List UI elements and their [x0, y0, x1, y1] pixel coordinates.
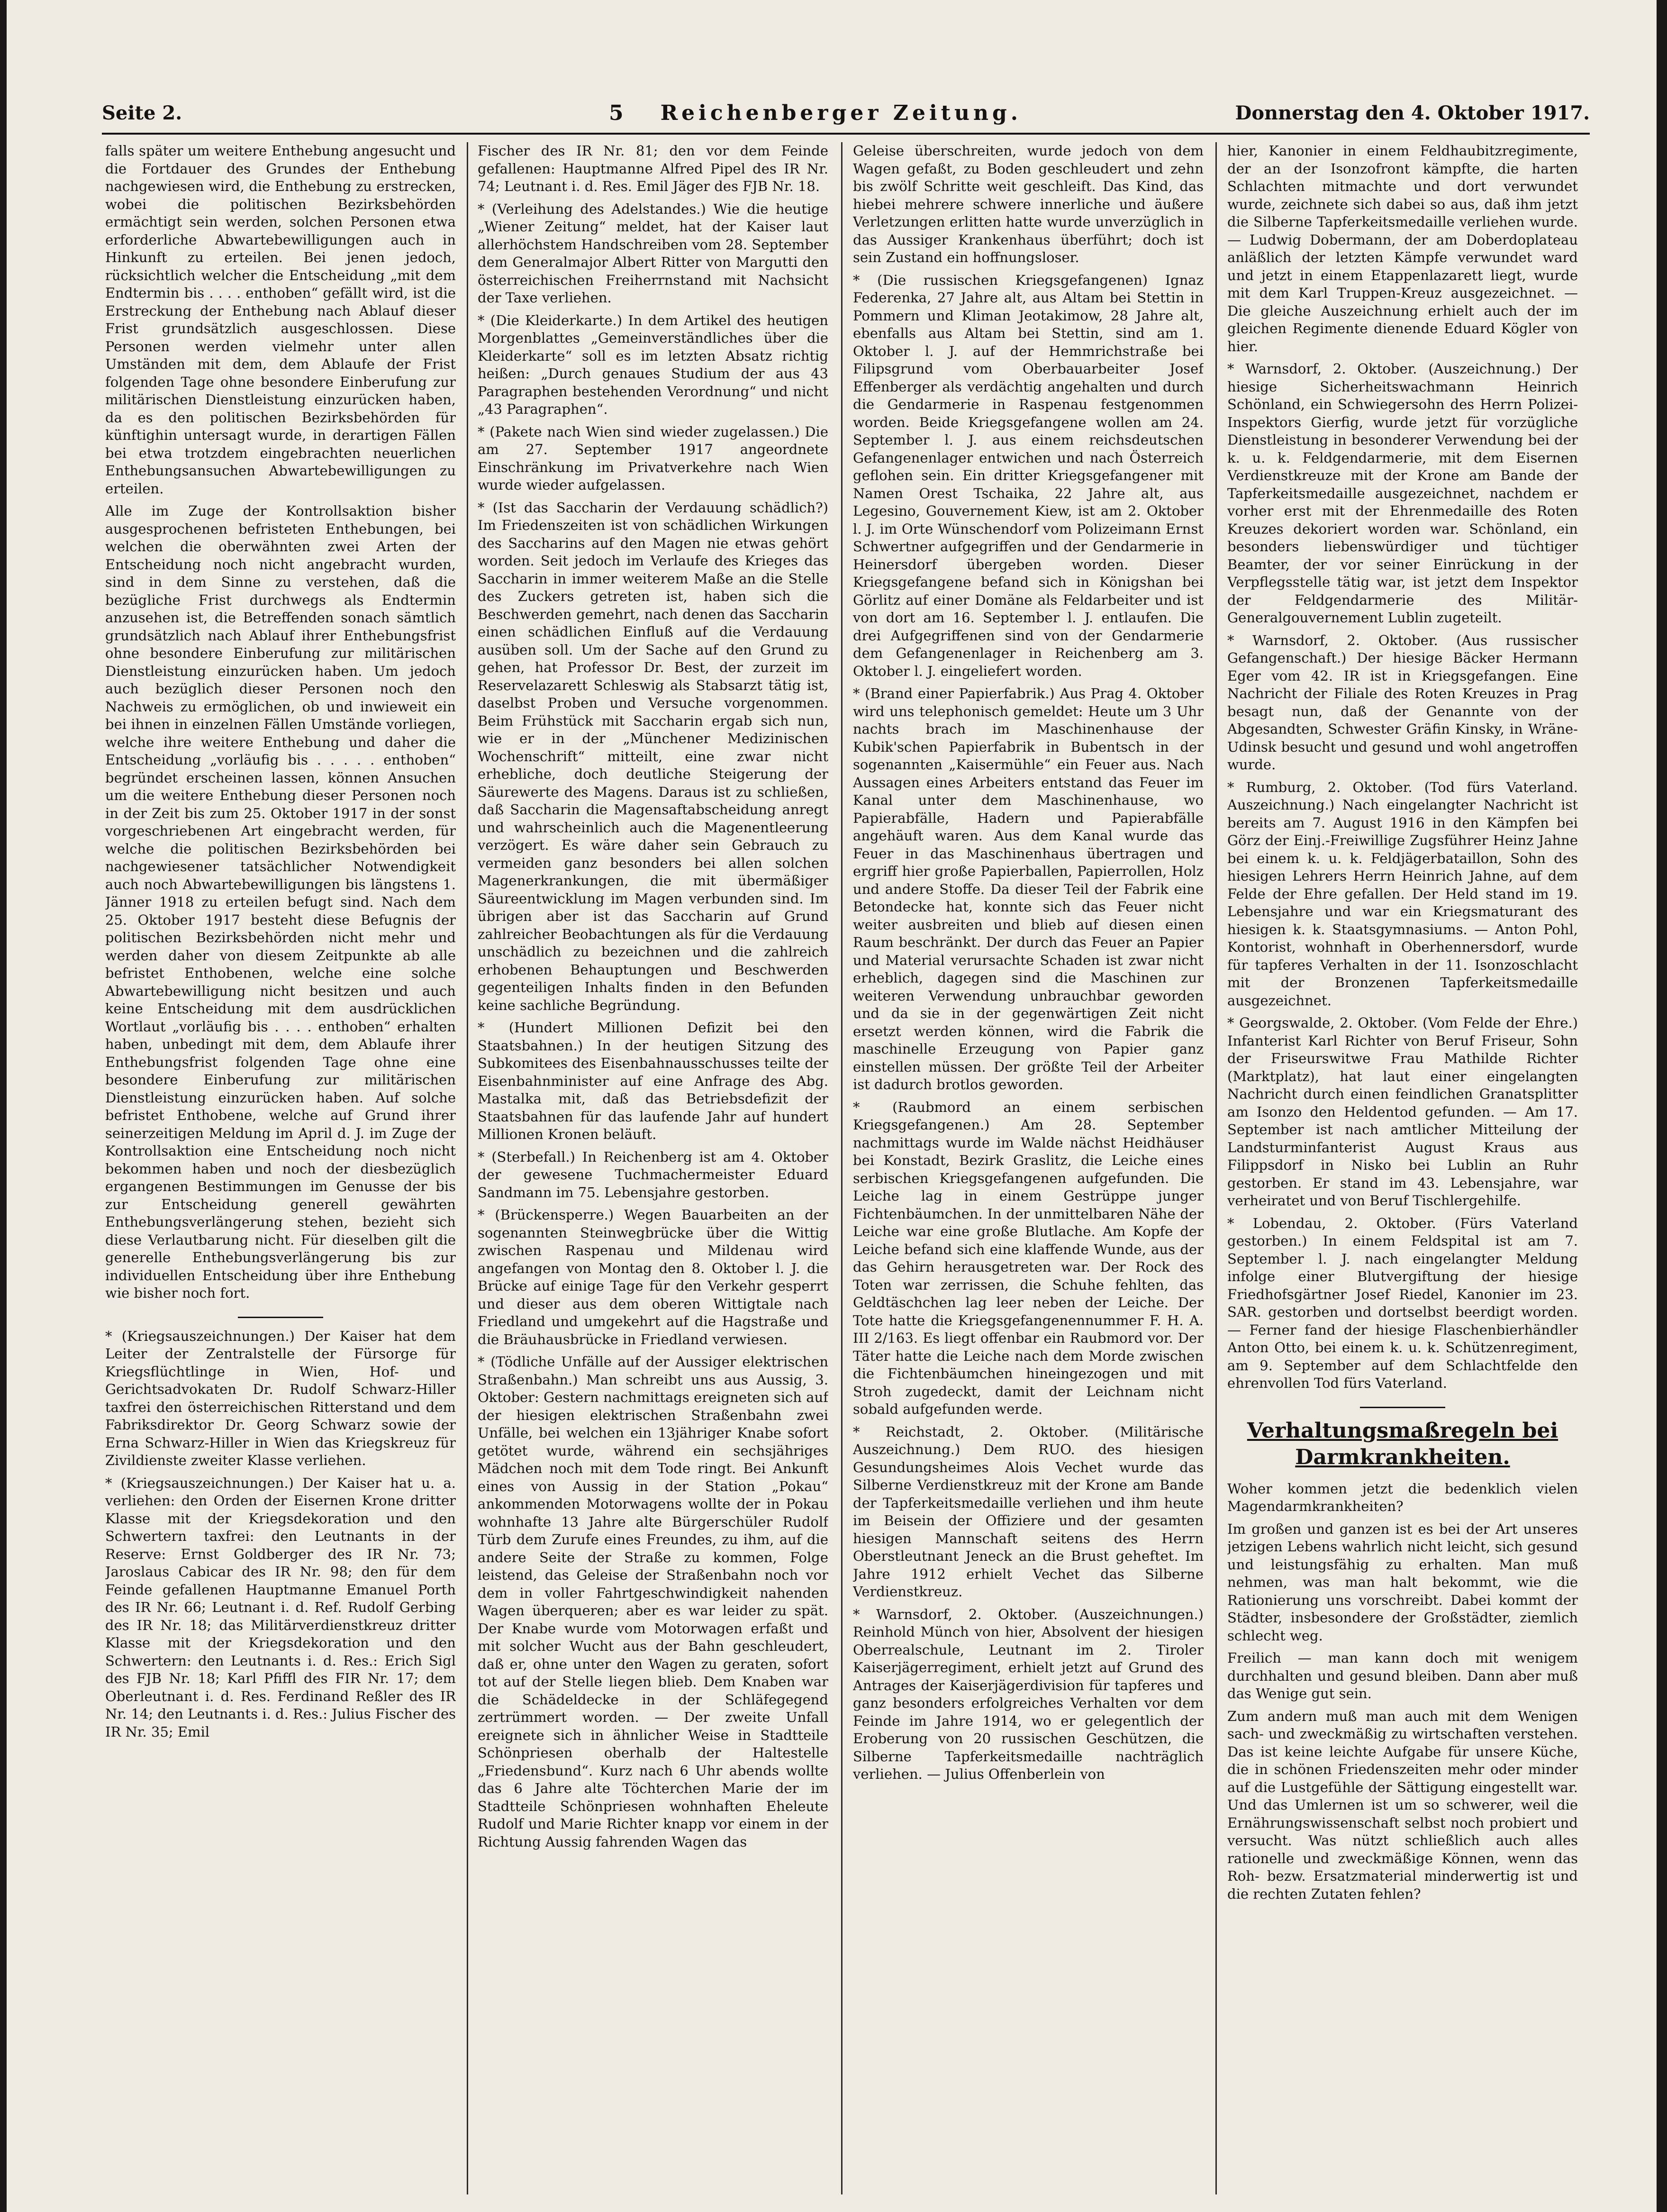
column-divider — [467, 142, 468, 2194]
headline-text: Verhaltungsmaßregeln bei Darmkrankheiten. — [1247, 1418, 1558, 1469]
paragraph: Woher kommen jetzt die bedenklich vielen Magendarmkrankheiten? — [1227, 1480, 1578, 1514]
scan-edge-left — [0, 0, 7, 2212]
paragraph: * (Die russischen Kriegsgefangenen) Ignaz Federenka, 27 Jahre alt, aus Altam bei Stettin in Pommern und Kliman Jeotakimow, 28 Jahre alt, ebenfalls aus Altam bei Stettin, sind am 1. Oktober l. J. auf der Hemmrichstraße bei Filipsgrund vom Oberbauarbeiter Josef Effenberger als verdächtig angehalten und durch die Gendarmerie in Raspenau festgenommen worden. Beide Kriegsgefangene wollen am 24. September l. J. aus einem reichsdeutschen Gefangenenlager entwichen und nach Österreich geflohen sein. Ein dritter Kriegsgefangener mit Namen Orest Tschaika, 22 Jahre alt, aus Legesino, Gouvernement Kiew, ist am 2. Oktober l. J. im Orte Wünschendorf vom Polizeimann Ernst Schwertner aufgegriffen und der Gendarmerie in Heinersdorf übergeben worden. Dieser Kriegsgefangene befand sich in Königshan bei Görlitz auf einer Domäne als Feldarbeiter und ist von dort am 16. September l. J. entlaufen. Die drei Aufgegriffenen sind von der Gendarmerie dem Gefangenenlager in Reichenberg am 3. Oktober l. J. eingeliefert worden. — [853, 272, 1204, 679]
paragraph: Freilich — man kann doch mit wenigem durchhalten und gesund bleiben. Dann aber muß das Wenige gut sein. — [1227, 1650, 1578, 1702]
paragraph: * (Die Kleiderkarte.) In dem Artikel des heutigen Morgenblattes „Gemeinverständliches über die Kleiderkarte“ soll es im letzten Absatz richtig heißen: „Durch genaues Studium der aus 43 Paragraphen bestehenden Verordnung“ und nicht „43 Paragraphen“. — [478, 312, 828, 417]
paragraph: Geleise überschreiten, wurde jedoch von dem Wagen gefaßt, zu Boden geschleudert und zehn bis zwölf Schritte weit geschleift. Das Kind, das hiebei mehrere schwere innerliche und äußere Verletzungen erlitten hatte wurde unverzüglich in das Aussiger Krankenhaus überführt; doch ist sein Zustand ein hoffnungsloser. — [853, 143, 1204, 265]
paragraph: * Rumburg, 2. Oktober. (Tod fürs Vaterland. Auszeichnung.) Nach eingelangter Nachricht ist bereits am 7. August 1916 in den Kämpfen bei Görz der Einj.-Freiwillige Zugsführer Heinz Jahne bei einem k. u. k. Feldjägerbataillon, Sohn des hiesigen Lehrers Herrn Heinrich Jahne, auf dem Felde der Ehre gefallen. Der Held stand im 19. Lebensjahre und war ein Kriegsmaturant des hiesigen k. k. Staatsgymnasiums. — Anton Pohl, Kontorist, wohnhaft in Oberhennersdorf, wurde für tapferes Verhalten in der 11. Isonzoschlacht mit der Bronzenen Tapferkeitsmedaille ausgezeichnet. — [1227, 779, 1578, 1009]
paragraph: * (Sterbefall.) In Reichenberg ist am 4. Oktober der gewesene Tuchmachermeister Eduard Sandmann im 75. Lebensjahre gestorben. — [478, 1148, 828, 1201]
column-2 — [478, 142, 828, 2194]
newspaper-title: Reichenberger Zeitung. — [660, 101, 1022, 125]
paragraph: * (Brückensperre.) Wegen Bauarbeiten an der sogenannten Steinwegbrücke über die Wittig zwischen Raspenau und Mildenau wird angefangen von Montag den 8. Oktober l. J. die Brücke auf einige Tage für den Verkehr gesperrt und dieser aus dem oberen Wittigtale nach Friedland und umgekehrt auf die Hagstraße und die Bräuhausbrücke in Friedland verwiesen. — [478, 1207, 828, 1347]
paragraph: * Warnsdorf, 2. Oktober. (Aus russischer Gefangenschaft.) Der hiesige Bäcker Hermann Eger vom 42. IR ist in Kriegsgefangen. Eine Nachricht der Filiale des Roten Kreuzes in Prag besagt nun, daß der Genannte von der Abgesandten, Schwester Gräfin Kinsky, in Wräne-Udinsk besucht und gesund und wohl angetroffen wurde. — [1227, 632, 1578, 773]
paragraph: * (Tödliche Unfälle auf der Aussiger elektrischen Straßenbahn.) Man schreibt uns aus Aussig, 3. Oktober: Gestern nachmittags ereigneten sich auf der hiesigen elektrischen Straßenbahn zwei Unfälle, bei welchen ein 13jähriger Knabe sofort getötet wurde, während ein sechsjähriges Mädchen noch mit dem Tode ringt. Bei Ankunft eines von Aussig in der Station „Pokau“ ankommenden Motorwagens wollte der in Pokau wohnhafte 13 Jahre alte Bürgerschüler Rudolf Türb dem Zurufe eines Freundes, zu ihm, auf die andere Seite der Straße zu kommen, Folge leistend, das Geleise der Straßenbahn noch vor dem in voller Fahrtgeschwindigkeit nahenden Wagen überqueren; aber es war leider zu spät. Der Knabe wurde vom Motorwagen erfaßt und mit solcher Wucht aus der Bahn geschleudert, daß er, ohne unter den Wagen zu geraten, sofort tot auf der Stelle liegen blieb. Dem Knaben war die Schädeldecke in der Schläfegegend zertrümmert worden. — Der zweite Unfall ereignete sich in ähnlicher Weise in Stadtteile Schönpriesen oberhalb der Haltestelle „Friedensbund“. Kurz nach 6 Uhr abends wollte das 6 Jahre alte Töchterchen Marie der im Stadtteile Schönpriesen wohnhaften Eheleute Rudolf und Marie Richter knapp vor einem in der Richtung Aussig fahrenden Wagen das — [478, 1354, 828, 1850]
paragraph: * Warnsdorf, 2. Oktober. (Auszeichnung.) Der hiesige Sicherheitswachmann Heinrich Schönland, ein Schwiegersohn des Herrn Polizei-Inspektors Gierfig, wurde jetzt für vorzügliche Dienstleistung in besonderer Verwendung bei der k. u. k. Feldgendarmerie, mit dem Eisernen Verdienstkreuze mit der Krone am Bande der Tapferkeitsmedaille ausgezeichnet, nachdem er vorher erst mit der Ehrenmedaille des Roten Kreuzes dekoriert worden war. Schönland, ein besonders liebenswürdiger und tüchtiger Beamter, der vor seiner Einrückung in der Verpflegsstelle tätig war, ist jetzt dem Inspektor der Feldgendarmerie des Militär-Generalgouvernement Lublin zugeteilt. — [1227, 361, 1578, 626]
scan-edge-right — [1657, 0, 1667, 2212]
column-divider — [841, 142, 843, 2194]
paragraph: * (Raubmord an einem serbischen Kriegsgefangenen.) Am 28. September nachmittags wurde im Walde nächst Heidhäuser bei Konstadt, Bezirk Graslitz, die Leiche eines serbischen Kriegsgefangenen aufgefunden. Die Leiche lag in einem Gestrüppe junger Fichtenbäumchen. In der unmittelbaren Nähe der Leiche war eine große Blutlache. Am Kopfe der Leiche befand sich eine klaffende Wunde, aus der das Gehirn herausgetreten war. Der Rock des Toten war zerrissen, die Schuhe fehlten, das Geldtäschchen lag leer neben der Leiche. Der Tote hatte die Kriegsgefangenennummer F. H. A. III 2/163. Es liegt offenbar ein Raubmord vor. Der Täter hatte die Leiche nach dem Morde zwischen die Fichtenbäumchen hineingezogen und mit Stroh zugedeckt, damit der Leichnam nicht sobald aufgefunden werde. — [853, 1099, 1204, 1417]
paragraph: hier, Kanonier in einem Feldhaubitzregimente, der an der Isonzofront kämpfte, die harten Schlachten mitmachte und dort verwundet wurde, zeichnete sich dabei so aus, daß ihm jetzt die Silberne Tapferkeitsmedaille verliehen wurde. — Ludwig Dobermann, der am Doberdoplateau anläßlich der letzten Kämpfe verwundet ward und jetzt in einem Etappenlazarett liegt, wurde mit dem Karl Truppen-Kreuz ausgezeichnet. — Die gleiche Auszeichnung erhielt auch der im gleichen Regimente dienende Eduard Kögler von hier. — [1227, 143, 1578, 355]
paragraph: * (Verleihung des Adelstandes.) Wie die heutige „Wiener Zeitung“ meldet, hat der Kaiser laut allerhöchstem Handschreiben vom 28. September dem Generalmajor Albert Ritter von Margutti den österreichischen Freiherrnstand mit Nachsicht der Taxe verliehen. — [478, 200, 828, 306]
paragraph: * Lobendau, 2. Oktober. (Fürs Vaterland gestorben.) In einem Feldspital ist am 7. September l. J. nach eingelangter Meldung infolge einer Blutvergiftung der hiesige Friedhofsgärtner Josef Riedel, Kanonier im 23. SAR. gestorben und dortselbst beerdigt worden. — Ferner fand der hiesige Flaschenbierhändler Anton Otto, bei einem k. u. k. Schützenregiment, am 9. September auf dem Schlachtfelde den ehrenvollen Tod fürs Vaterland. — [1227, 1215, 1578, 1391]
paragraph: * (Ist das Saccharin der Verdauung schädlich?) Im Friedenszeiten ist von schädlichen Wirkungen des Saccharins auf den Magen nie etwas gehört worden. Seit jedoch im Verlaufe des Krieges das Saccharin in immer weiterem Maße an die Stelle des Zuckers getreten ist, haben sich die Beschwerden gemehrt, nach denen das Saccharin einen schädlichen Einfluß auf die Verdauung ausüben soll. Um der Sache auf den Grund zu gehen, hat Professor Dr. Best, der zurzeit im Reservelazarett Schleswig als Stabsarzt tätig ist, daselbst Proben und Versuche vorgenommen. Beim Frühstück mit Saccharin ergab sich nun, wie er in der „Münchener Medizinischen Wochenschrift“ mitteilt, eine zwar nicht erhebliche, doch deutliche Steigerung der Säurewerte des Magens. Daraus ist zu schließen, daß Saccharin die Magensaftabscheidung anregt und wahrscheinlich auch die Magenentleerung verzögert. Es wäre daher sein Gebrauch zu vermeiden ganz besonders bei allen solchen Magenerkrankungen, die mit übermäßiger Säureentwicklung im Magen verbunden sind. Im übrigen aber ist das Saccharin auf Grund zahlreicher Beobachtungen als für die Verdauung unschädlich zu bezeichnen und die zahlreich erhobenen Behauptungen und Beschwerden gegenteiligen Inhalts finden in den Befunden keine sachliche Begründung. — [478, 499, 828, 1013]
paragraph: Zum andern muß man auch mit dem Wenigen sach- und zweckmäßig zu wirtschaften verstehen. Das ist keine leichte Aufgabe für unsere Küche, die in schönen Friedenszeiten mehr oder minder auf die Lustgefühle der Sättigung eingestellt war. Und das Umlernen ist um so schwerer, weil die Ernährungswissenschaft selbst noch probiert und versucht. Was nützt schließlich auch alles rationelle und zweckmäßige Können, wenn das Roh- bezw. Ersatzmaterial minderwertig ist und die rechten Zutaten fehlen? — [1227, 1708, 1578, 1902]
column-1 — [105, 142, 456, 2194]
column-divider — [1215, 142, 1217, 2194]
paragraph: * Warnsdorf, 2. Oktober. (Auszeichnungen.) Reinhold Münch von hier, Absolvent der hiesigen Oberrealschule, Leutnant im 2. Tiroler Kaiserjägerregiment, erhielt jetzt auf Grund des Antrages der Kaiserjägerdivision für tapferes und ganz besonders erfolgreiches Verhalten vor dem Feinde im Jahre 1914, wo er gelegentlich der Eroberung von 20 russischen Geschützen, die Silberne Tapferkeitsmedaille nachträglich verliehen. — Julius Offenberlein von — [853, 1606, 1204, 1782]
separator — [238, 1317, 323, 1318]
paragraph: Fischer des IR Nr. 81; den vor dem Feinde gefallenen: Hauptmanne Alfred Pipel des IR Nr. 74; Leutnant i. d. Res. Emil Jäger des FJB Nr. 18. — [478, 143, 828, 194]
paragraph: * (Hundert Millionen Defizit bei den Staatsbahnen.) In der heutigen Sitzung des Subkomitees des Eisenbahnausschusses teilte der Eisenbahnminister auf eine Anfrage des Abg. Mastalka mit, daß das Betriebsdefizit der Staatsbahnen für das laufende Jahr auf hundert Millionen Kronen beläuft. — [478, 1020, 828, 1142]
paragraph: * (Kriegsauszeichnungen.) Der Kaiser hat dem Leiter der Zentralstelle der Fürsorge für Kriegsflüchtlinge in Wien, Hof- und Gerichtsadvokaten Dr. Rudolf Schwarz-Hiller taxfrei den österreichischen Ritterstand und dem Fabriksdirektor Dr. Georg Schwarz sowie der Erna Schwarz-Hiller in Wien das Kriegskreuz für Zivildienste zweiter Klasse verliehen. — [105, 1328, 456, 1468]
paragraph: Im großen und ganzen ist es bei der Art unseres jetzigen Lebens wahrlich nicht leicht, sich gesund und leistungsfähig zu erhalten. Man muß nehmen, was man halt bekommt, wie die Rationierung uns vorschreibt. Dabei kommt der Städter, insbesondere der Großstädter, ziemlich schlecht weg. — [1227, 1520, 1578, 1644]
issue-number: 5 — [609, 101, 627, 125]
paragraph: * (Pakete nach Wien sind wieder zugelassen.) Die am 27. September 1917 angeordnete Einschränkung im Privatverkehre nach Wien wurde wieder aufgelassen. — [478, 423, 828, 493]
article-headline — [1227, 1418, 1578, 1471]
paragraph: * Reichstadt, 2. Oktober. (Militärische Auszeichnung.) Dem RUO. des hiesigen Gesundungsheimes Alois Vechet wurde das Silberne Verdienstkreuz mit der Krone am Bande der Tapferkeitsmedaille verliehen und ihm heute im Beisein der Offiziere und der gesamten hiesigen Mannschaft seitens des Herrn Oberstleutnant Jeneck an die Brust geheftet. Im Jahre 1912 erhielt Vechet das Silberne Verdienstkreuz. — [853, 1423, 1204, 1600]
paragraph: falls später um weitere Enthebung angesucht und die Fortdauer des Grundes der Enthebung nachgewiesen wird, die Enthebung zu erstrecken, wobei die politischen Bezirksbehörden ermächtigt sein werden, solchen Personen etwa erforderliche Abwartebewilligungen auch in Hinkunft zu erteilen. Bei jenen jedoch, rücksichtlich welcher die Entscheidung „mit dem Endtermin bis . . . . enthoben“ gefällt wird, ist die Erstreckung der Enthebung nach Ablauf dieser Frist grundsätzlich ausgeschlossen. Diese Personen werden vielmehr unter allen Umständen mit dem, dem Ablaufe der Frist folgenden Tage ohne besondere Einberufung zur militärischen Dienstleistung einzurücken haben, da es den politischen Bezirksbehörden für künftighin untersagt wurde, in derartigen Fällen bei etwa trotzdem eingebrachten neuerlichen Enthebungsansuchen Abwartebewilligungen zu erteilen. — [105, 143, 456, 497]
separator — [1360, 1407, 1445, 1408]
column-4 — [1227, 142, 1578, 2194]
column-3 — [853, 142, 1204, 2194]
issue-date: Donnerstag den 4. Oktober 1917. — [1235, 102, 1590, 124]
page-number: Seite 2. — [102, 102, 182, 124]
paragraph: * (Kriegsauszeichnungen.) Der Kaiser hat u. a. verliehen: den Orden der Eisernen Krone dritter Klasse mit der Kriegsdekoration und den Schwertern taxfrei: den Leutnants in der Reserve: Ernst Goldberger des IR Nr. 73; Jaroslaus Cabicar des IR Nr. 98; den für dem Feinde gefallenen Hauptmanne Emanuel Porth des IR Nr. 66; Leutnant i. d. Ref. Rudolf Gerbing des IR Nr. 18; das Militärverdienstkreuz dritter Klasse mit der Kriegsdekoration und den Schwertern: den Leutnants i. d. Res.: Erich Sigl des FJB Nr. 18; Karl Pfiffl des FIR Nr. 17; dem Oberleutnant i. d. Res. Ferdinand Reßler des IR Nr. 14; den Leutnants i. d. Res.: Julius Fischer des IR Nr. 35; Emil — [105, 1475, 456, 1740]
paragraph: * Georgswalde, 2. Oktober. (Vom Felde der Ehre.) Infanterist Karl Richter von Beruf Friseur, Sohn der Friseurswitwe Frau Mathilde Richter (Marktplatz), hat laut einer eingelangten Nachricht durch einen feindlichen Granatsplitter am Isonzo den Heldentod gefunden. — Am 17. September ist nach amtlicher Mitteilung der Landsturminfanterist August Kraus aus Filippsdorf in Nisko bei Lublin an Ruhr gestorben. Er stand im 43. Lebensjahre, war verheiratet und von Beruf Tischlergehilfe. — [1227, 1015, 1578, 1209]
paragraph: Alle im Zuge der Kontrollsaktion bisher ausgesprochenen befristeten Enthebungen, bei welchen die oberwähnten zwei Arten der Entscheidung noch nicht angebracht wurden, sind in dem Sinne zu verstehen, daß die bezügliche Frist durchwegs als Endtermin anzusehen ist, die Betreffenden sonach sämtlich grundsätzlich nach Ablauf ihrer Enthebungsfrist ohne besondere Einberufung zur militärischen Dienstleistung einzurücken haben. Um jedoch auch bezüglich dieser Personen noch den Nachweis zu ermöglichen, ob und inwieweit ein bei ihnen in einzelnen Fällen Umstände vorliegen, welche ihre weitere Enthebung und daher die Entscheidung „vorläufig bis . . . . . enthoben“ begründet erscheinen lassen, können Ansuchen um die weitere Enthebung dieser Personen noch in der Zeit bis zum 25. Oktober 1917 in der sonst vorgeschriebenen Art eingebracht werden, für welche die politischen Bezirksbehörden bei nachgewiesener tatsächlicher Notwendigkeit auch noch Abwartebewilligungen bis längstens 1. Jänner 1918 zu erteilen befugt sind. Nach dem 25. Oktober 1917 besteht diese Befugnis der politischen Bezirksbehörden nicht mehr und werden daher von diesem Zeitpunkte ab alle befristet Enthobenen, welche eine solche Abwartebewilligung nicht besitzen und auch keine Entscheidung mit dem ausdrücklichen Wortlaut „vorläufig bis . . . . enthoben“ erhalten haben, unbedingt mit dem, dem Ablaufe ihrer Enthebungsfrist folgenden Tage ohne eine besondere Einberufung zur militärischen Dienstleistung einzurücken haben. Auf solche befristet Enthobene, welche auf Grund ihrer seinerzeitigen Meldung im April d. J. im Zuge der Kontrollsaktion eine Entscheidung noch nicht bekommen haben und noch der diesbezüglich ergangenen Bestimmungen im Genusse der bis zur Entscheidung generell gewährten Enthebungsverlängerung stehen, bezieht sich diese Verlautbarung nicht. Für dieselben gilt die generelle Enthebungsverlängerung bis zur individuellen Entscheidung über ihre Enthebung wie bisher noch fort. — [105, 503, 456, 1301]
paragraph: * (Brand einer Papierfabrik.) Aus Prag 4. Oktober wird uns telephonisch gemeldet: Heute um 3 Uhr nachts brach im Maschinenhause der Kubik'schen Papierfabrik in Bubentsch in der sogenannten „Kaisermühle“ ein Feuer aus. Nach Aussagen eines Arbeiters entstand das Feuer im Kanal unter dem Maschinenhause, wo Papierabfälle, Hadern und Papierabfälle angehäuft waren. Aus dem Kanal wurde das Feuer in das Maschinenhaus übertragen und ergriff hier große Papierballen, Papierrollen, Holz und andere Stoffe. Da dieser Teil der Fabrik eine Betondecke hat, konnte sich das Feuer nicht weiter ausbreiten und blieb auf diesen einen Raum beschränkt. Der durch das Feuer an Papier und Material verursachte Schaden ist zwar nicht erheblich, dagegen sind die Maschinen zur weiteren Verwendung unbrauchbar geworden und da sie in der gegenwärtigen Zeit nicht ersetzt werden können, wird die Fabrik die maschinelle Erzeugung von Papier ganz einstellen müssen. Der größte Teil der Arbeiter ist dadurch brotlos geworden. — [853, 685, 1204, 1092]
masthead — [609, 101, 1022, 125]
page-header — [102, 97, 1590, 130]
header-rule — [102, 133, 1590, 135]
